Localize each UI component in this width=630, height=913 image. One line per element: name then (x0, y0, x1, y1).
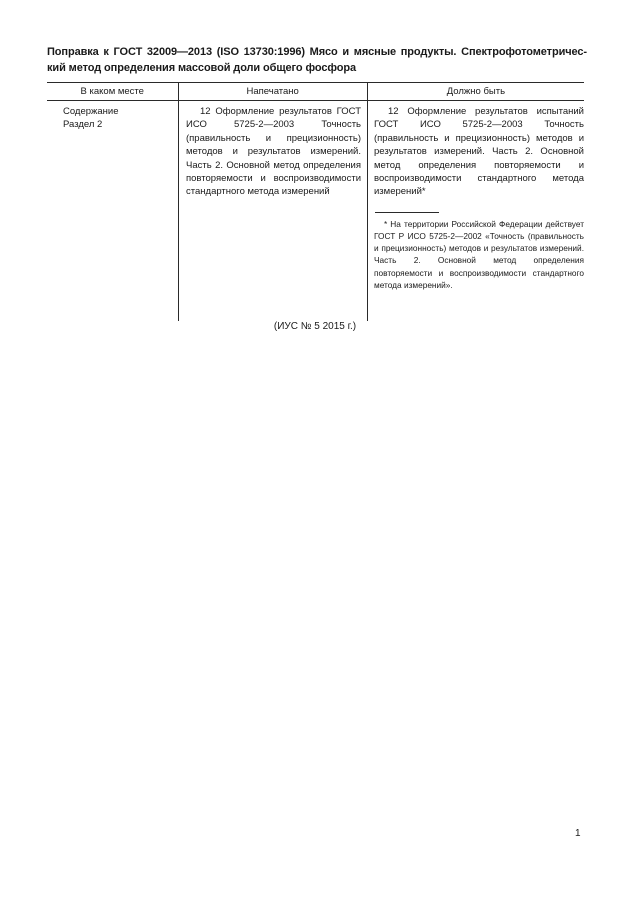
header-where: В каком месте (80, 86, 144, 97)
header-printed: Напечатано (178, 83, 367, 100)
page-number: 1 (575, 828, 581, 839)
where-line-2: Раздел 2 (63, 119, 103, 131)
header-should-be: Должно быть (367, 83, 584, 100)
should-be-text: 12 Оформление результатов испытаний ГОСТ ИСО 5725-2—2003 Точность (правильность и прецизионность) методов и результатов измерений. Часть 2. Основной метод определения повторяемости и воспроизводимости стандартного метода измерений* (374, 106, 584, 198)
footnote-text: * На территории Российской Федерации действует ГОСТ Р ИСО 5725-2—2002 «Точность (правильность и прецизионность) методов и результатов измерений. Часть 2. Основной метод определения повторяемости и воспроизводимости стандартного метода измерений». (374, 218, 584, 290)
source-note: (ИУС № 5 2015 г.) (273, 321, 357, 332)
table-header (47, 83, 584, 101)
footnote-divider (375, 212, 439, 213)
table-row (47, 101, 584, 321)
document-title: Поправка к ГОСТ 32009—2013 (ISO 13730:1996) Мясо и мясные продукты. Спектрофотометричес-кий метод определения массовой доли общего фосфора (47, 46, 587, 74)
printed-text: 12 Оформление результатов ГОСТ ИСО 5725-2—2003 Точность (правильность и прецизионность) методов и результатов измерений. Часть 2. Основной метод определения повторяемости и воспроизводимости стандартного метода измерений (186, 106, 361, 198)
cell-printed (178, 101, 367, 321)
cell-where (47, 101, 178, 321)
corrections-table (47, 82, 584, 321)
where-line-1: Содержание (63, 106, 119, 117)
cell-should-be (367, 101, 584, 321)
